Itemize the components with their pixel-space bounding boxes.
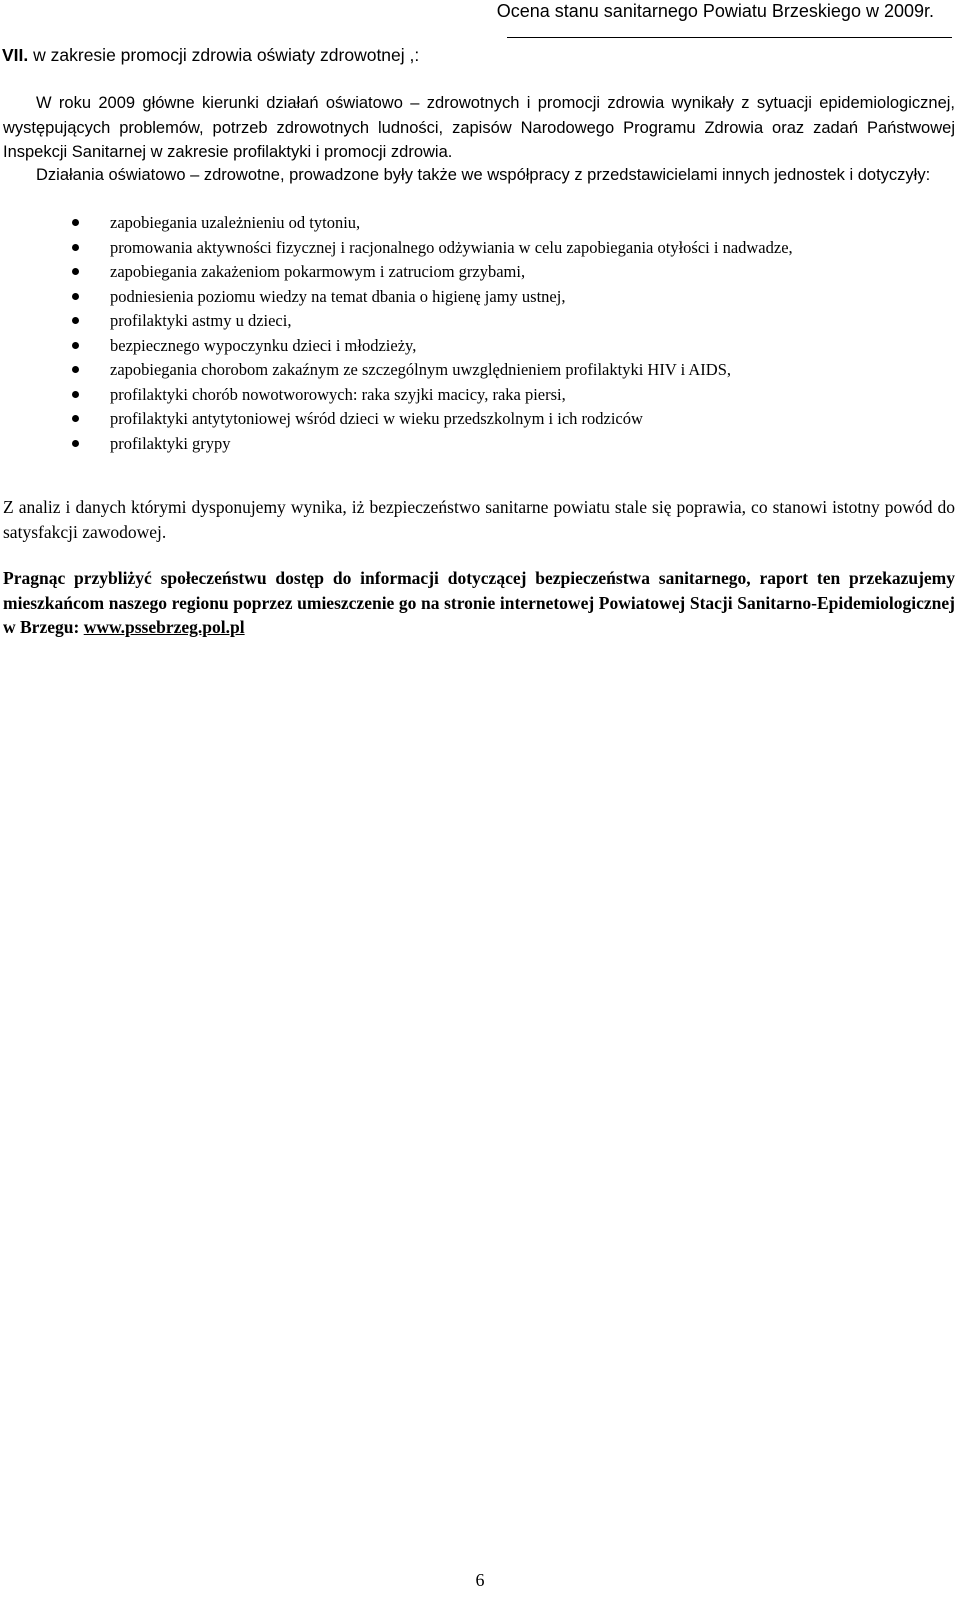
list-item [0,211,955,236]
closing-text: Pragnąc przybliżyć społeczeństwu dostęp do informacji dotyczącej bezpieczeństwa sanitarnego, raport ten przekazujemy mieszkańcom naszego regionu poprzez umieszczenie go na stronie internetowej Powiatowej Stacji Sanitarno-Epidemiologicznej w Brzegu: [3,568,955,637]
list-item [0,432,955,457]
bullet-icon [72,219,79,226]
list-item [0,383,955,408]
page-number: 6 [475,1570,485,1590]
bullet-icon [72,391,79,398]
list-item-text: zapobiegania uzależnieniu od tytoniu, [110,213,361,232]
website-link[interactable]: www.pssebrzeg.pol.pl [83,617,245,637]
list-item-text: podniesienia poziomu wiedzy na temat dbania o higienę jamy ustnej, [110,286,566,306]
running-header: Ocena stanu sanitarnego Powiatu Brzeskiego w 2009r. [496,1,934,21]
list-item [0,236,955,261]
section-title [2,44,419,66]
header-rule [507,37,952,38]
list-item [0,285,955,310]
section-number: VII. [2,45,29,65]
list-item [0,260,955,285]
list-item-text: zapobiegania chorobom zakaźnym ze szczególnym uwzględnieniem profilaktyki HIV i AIDS, [110,360,731,379]
bullet-icon [72,317,79,324]
bullet-icon [72,342,79,349]
list-item-text: bezpiecznego wypoczynku dzieci i młodzieży, [110,335,417,355]
closing-paragraph [3,566,955,640]
list-item [0,334,955,359]
bullet-icon [72,440,79,447]
bullet-icon [72,366,79,373]
list-item-text: profilaktyki chorób nowotworowych: raka szyjki macicy, raka piersi, [110,384,566,404]
section-title-text: w zakresie promocji zdrowia oświaty zdrowotnej ,: [33,45,420,65]
list-item [0,309,955,334]
list-item-text: profilaktyki grypy [110,433,231,453]
list-item-text: promowania aktywności fizycznej i racjonalnego odżywiania w celu zapobiegania otyłości i nadwadze, [110,237,793,257]
cooperation-paragraph: Działania oświatowo – zdrowotne, prowadzone były także we współpracy z przedstawicielami innych jednostek i dotyczyły: [36,166,931,184]
list-item-text: profilaktyki antytytoniowej wśród dzieci w wieku przedszkolnym i ich rodziców [110,409,643,428]
bullet-icon [72,415,79,422]
list-item-text: zapobiegania zakażeniom pokarmowym i zatruciom grzybami, [110,262,526,281]
activity-list [0,211,955,456]
list-item-text: profilaktyki astmy u dzieci, [110,311,292,330]
bullet-icon [72,244,79,251]
bullet-icon [72,293,79,300]
intro-paragraph: W roku 2009 główne kierunki działań oświatowo – zdrowotnych i promocji zdrowia wynikały z sytuacji epidemiologicznej, występujących problemów, potrzeb zdrowotnych ludności, zapisów Narodowego Programu Zdrowia oraz zadań Państwowej Inspekcji Sanitarnej w zakresie profilaktyki i promocji zdrowia. [3,94,955,161]
list-item [0,407,955,432]
bullet-icon [72,268,79,275]
conclusion-paragraph: Z analiz i danych którymi dysponujemy wynika, iż bezpieczeństwo sanitarne powiatu stale się poprawia, co stanowi istotny powód do satysfakcji zawodowej. [3,497,955,542]
list-item [0,358,955,383]
